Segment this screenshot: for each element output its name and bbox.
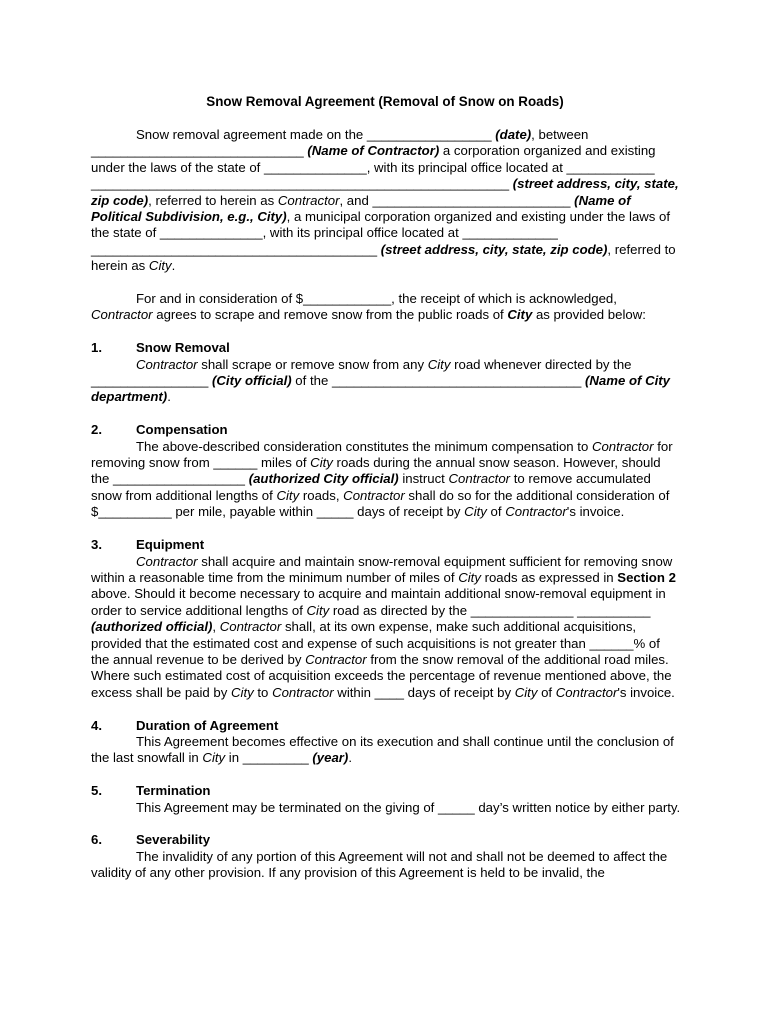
section-compensation — [91, 422, 681, 520]
section-severability — [91, 832, 681, 881]
section-equipment — [91, 537, 681, 701]
subdivision-name-label: (Name of Political Subdivision, e.g., City) — [91, 192, 631, 225]
section-heading: 4. Duration of Agreement — [91, 717, 279, 733]
section-heading: 5. Termination — [91, 783, 211, 799]
intro-paragraph: Snow removal agreement made on the _________________ (date), between _____________________________ (Name of Contractor) a corporation organized and existing under the laws of the state of ______________, with its principal office located at ____________ _________________________________________________________ (street address, city, state, zip code), referred to herein as Contractor, and ___________________________ (Name of Political Subdivision, e.g., City), a municipal corporation organized and existing under the laws of the state of ______________, with its principal office located at _____________ _______________________________________ (street address, city, state, zip code), referred to herein as City. — [91, 127, 679, 274]
section-heading: 6. Severability — [91, 832, 211, 848]
section-duration — [91, 718, 681, 767]
section-reference: Section 2 — [617, 569, 676, 585]
contractor-name-label: (Name of Contractor) — [307, 143, 440, 159]
date-placeholder-label: (date) — [495, 127, 532, 142]
city-term: City — [148, 258, 172, 274]
contractor-term: Contractor — [277, 192, 340, 208]
document-body — [91, 127, 681, 882]
section-text: Contractor shall scrape or remove snow from any City road whenever directed by the ________________ (City official) of the __________________________________ (Name of City department). — [91, 356, 670, 405]
section-snow-removal — [91, 340, 681, 406]
consideration-paragraph: For and in consideration of $____________, the receipt of which is acknowledged, Contractor agrees to scrape and remove snow from the public roads of City as provided below: — [91, 291, 646, 323]
section-heading: 1. Snow Removal — [91, 340, 230, 356]
street-address-label: (street address, city, state, zip code) — [91, 176, 679, 208]
document-title: Snow Removal Agreement (Removal of Snow on Roads) — [206, 94, 564, 109]
section-text: The invalidity of any portion of this Agreement will not and shall not be deemed to affect the validity of any other provision. If any provision of this Agreement is held to be invalid, the — [91, 848, 668, 881]
section-text: Contractor shall acquire and maintain snow-removal equipment sufficient for removing snow within a reasonable time from the minimum number of miles of City roads as expressed in Section 2 above. Should it become necessary to acquire and maintain additional snow-removal equipment in order to service additional lengths of City road as directed by the ______________ __________ (authorized official), Contractor shall, at its own expense, make such additional acquisitions, provided that the estimated cost and expense of such acquisitions is not greater than ______% of the annual revenue to be derived by Contractor from the snow removal of the additional road miles. Where such estimated cost of acquisition exceeds the percentage of revenue mentioned above, the excess shall be paid by City to Contractor within ____ days of receipt by City of Contractor's invoice. — [91, 553, 676, 700]
section-heading: 3. Equipment — [91, 537, 205, 553]
section-termination — [91, 783, 681, 816]
section-text: This Agreement becomes effective on its execution and shall continue until the conclusion of the last snowfall in City in _________ (year). — [91, 733, 674, 766]
street-address-label: (street address, city, state, zip code) — [380, 241, 608, 257]
section-text: This Agreement may be terminated on the giving of _____ day’s written notice by either party. — [136, 799, 681, 815]
section-heading: 2. Compensation — [91, 422, 228, 438]
section-text: The above-described consideration constitutes the minimum compensation to Contractor for removing snow from ______ miles of City roads during the annual snow season. However, should the __________________ (authorized City official) instruct Contractor to remove accumulated snow from additional lengths of City roads, Contractor shall do so for the additional consideration of $__________ per mile, payable within _____ days of receipt by City of Contractor's invoice. — [91, 438, 673, 520]
